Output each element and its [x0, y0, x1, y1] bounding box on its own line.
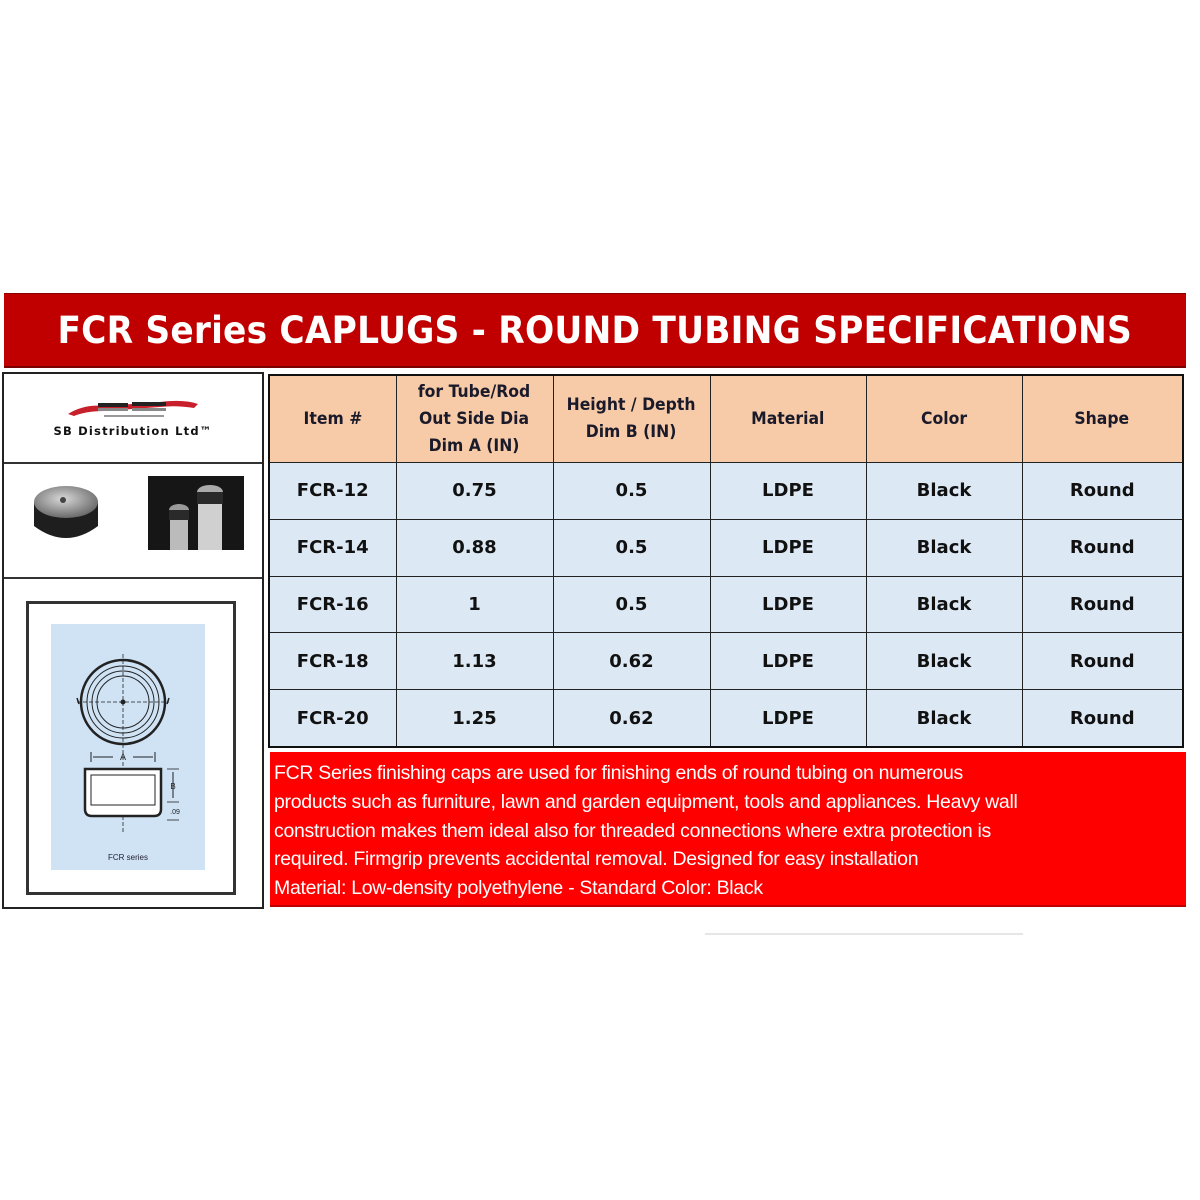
- description-box: [270, 752, 1186, 907]
- cell-color: Black: [866, 576, 1022, 633]
- cell-shape: Round: [1022, 576, 1183, 633]
- cell-item-number: FCR-20: [269, 690, 396, 747]
- logo-section: [4, 374, 262, 464]
- cell-item-number: FCR-12: [269, 463, 396, 520]
- company-name: SB Distribution Ltd™: [53, 424, 213, 438]
- cell-dim-b: 0.62: [553, 690, 710, 747]
- header-color: Color: [866, 375, 1022, 463]
- black-round-cap-photo: [30, 480, 102, 546]
- technical-drawing: [51, 624, 205, 870]
- page-title: FCR Series CAPLUGS - ROUND TUBING SPECIFICATIONS: [57, 308, 1133, 352]
- cell-color: Black: [866, 633, 1022, 690]
- header-material: Material: [710, 375, 866, 463]
- cell-color: Black: [866, 519, 1022, 576]
- svg-text:.09: .09: [170, 809, 180, 816]
- cell-dim-b: 0.5: [553, 576, 710, 633]
- sb-logo-icon: [64, 396, 204, 420]
- table-row: [269, 576, 1183, 633]
- cell-dim-b: 0.5: [553, 519, 710, 576]
- cell-color: Black: [866, 463, 1022, 520]
- header-item-number: Item #: [269, 375, 396, 463]
- svg-text:B: B: [170, 782, 176, 791]
- cell-material: LDPE: [710, 463, 866, 520]
- diagram-caption: FCR series: [107, 853, 148, 862]
- description-line: Material: Low-density polyethylene - Standard Color: Black: [274, 877, 763, 900]
- cell-dim-a: 0.88: [396, 519, 553, 576]
- table-row: [269, 463, 1183, 520]
- description-line: FCR Series finishing caps are used for finishing ends of round tubing on numerous: [274, 762, 963, 784]
- cell-item-number: FCR-16: [269, 576, 396, 633]
- description-text: [274, 759, 1180, 903]
- table-header-row: [269, 375, 1183, 463]
- header-outside-diameter: for Tube/Rod Out Side Dia Dim A (IN): [396, 375, 553, 463]
- cell-material: LDPE: [710, 633, 866, 690]
- header-shape: Shape: [1022, 375, 1183, 463]
- cell-material: LDPE: [710, 519, 866, 576]
- svg-text:A: A: [119, 752, 127, 762]
- specifications-table: [268, 374, 1184, 748]
- cell-dim-b: 0.5: [553, 463, 710, 520]
- description-line: construction makes them ideal also for threaded connections where extra protection is: [274, 819, 991, 842]
- table-row: [269, 633, 1183, 690]
- divider-line: [705, 933, 1023, 935]
- cell-material: LDPE: [710, 690, 866, 747]
- cell-dim-a: 1.25: [396, 690, 553, 747]
- cell-dim-b: 0.62: [553, 633, 710, 690]
- cell-item-number: FCR-14: [269, 519, 396, 576]
- cell-dim-a: 0.75: [396, 463, 553, 520]
- left-panel: [2, 372, 264, 909]
- capped-tubes-photo: [148, 476, 244, 550]
- cell-shape: Round: [1022, 633, 1183, 690]
- table-row: [269, 519, 1183, 576]
- table-row: [269, 690, 1183, 747]
- product-photos: [4, 464, 262, 579]
- cell-shape: Round: [1022, 519, 1183, 576]
- cell-color: Black: [866, 690, 1022, 747]
- cell-dim-a: 1.13: [396, 633, 553, 690]
- cell-material: LDPE: [710, 576, 866, 633]
- description-line: required. Firmgrip prevents accidental removal. Designed for easy installation: [274, 848, 919, 871]
- cell-dim-a: 1: [396, 576, 553, 633]
- cell-shape: Round: [1022, 690, 1183, 747]
- cell-item-number: FCR-18: [269, 633, 396, 690]
- diagram-frame: [26, 601, 236, 895]
- diagram-section: [4, 579, 262, 907]
- header-height-depth: Height / Depth Dim B (IN): [553, 375, 710, 463]
- cell-shape: Round: [1022, 463, 1183, 520]
- title-banner: [4, 293, 1186, 368]
- description-line: products such as furniture, lawn and garden equipment, tools and appliances. Heavy wall: [274, 790, 1018, 813]
- cap-dimension-drawing-icon: [51, 624, 205, 854]
